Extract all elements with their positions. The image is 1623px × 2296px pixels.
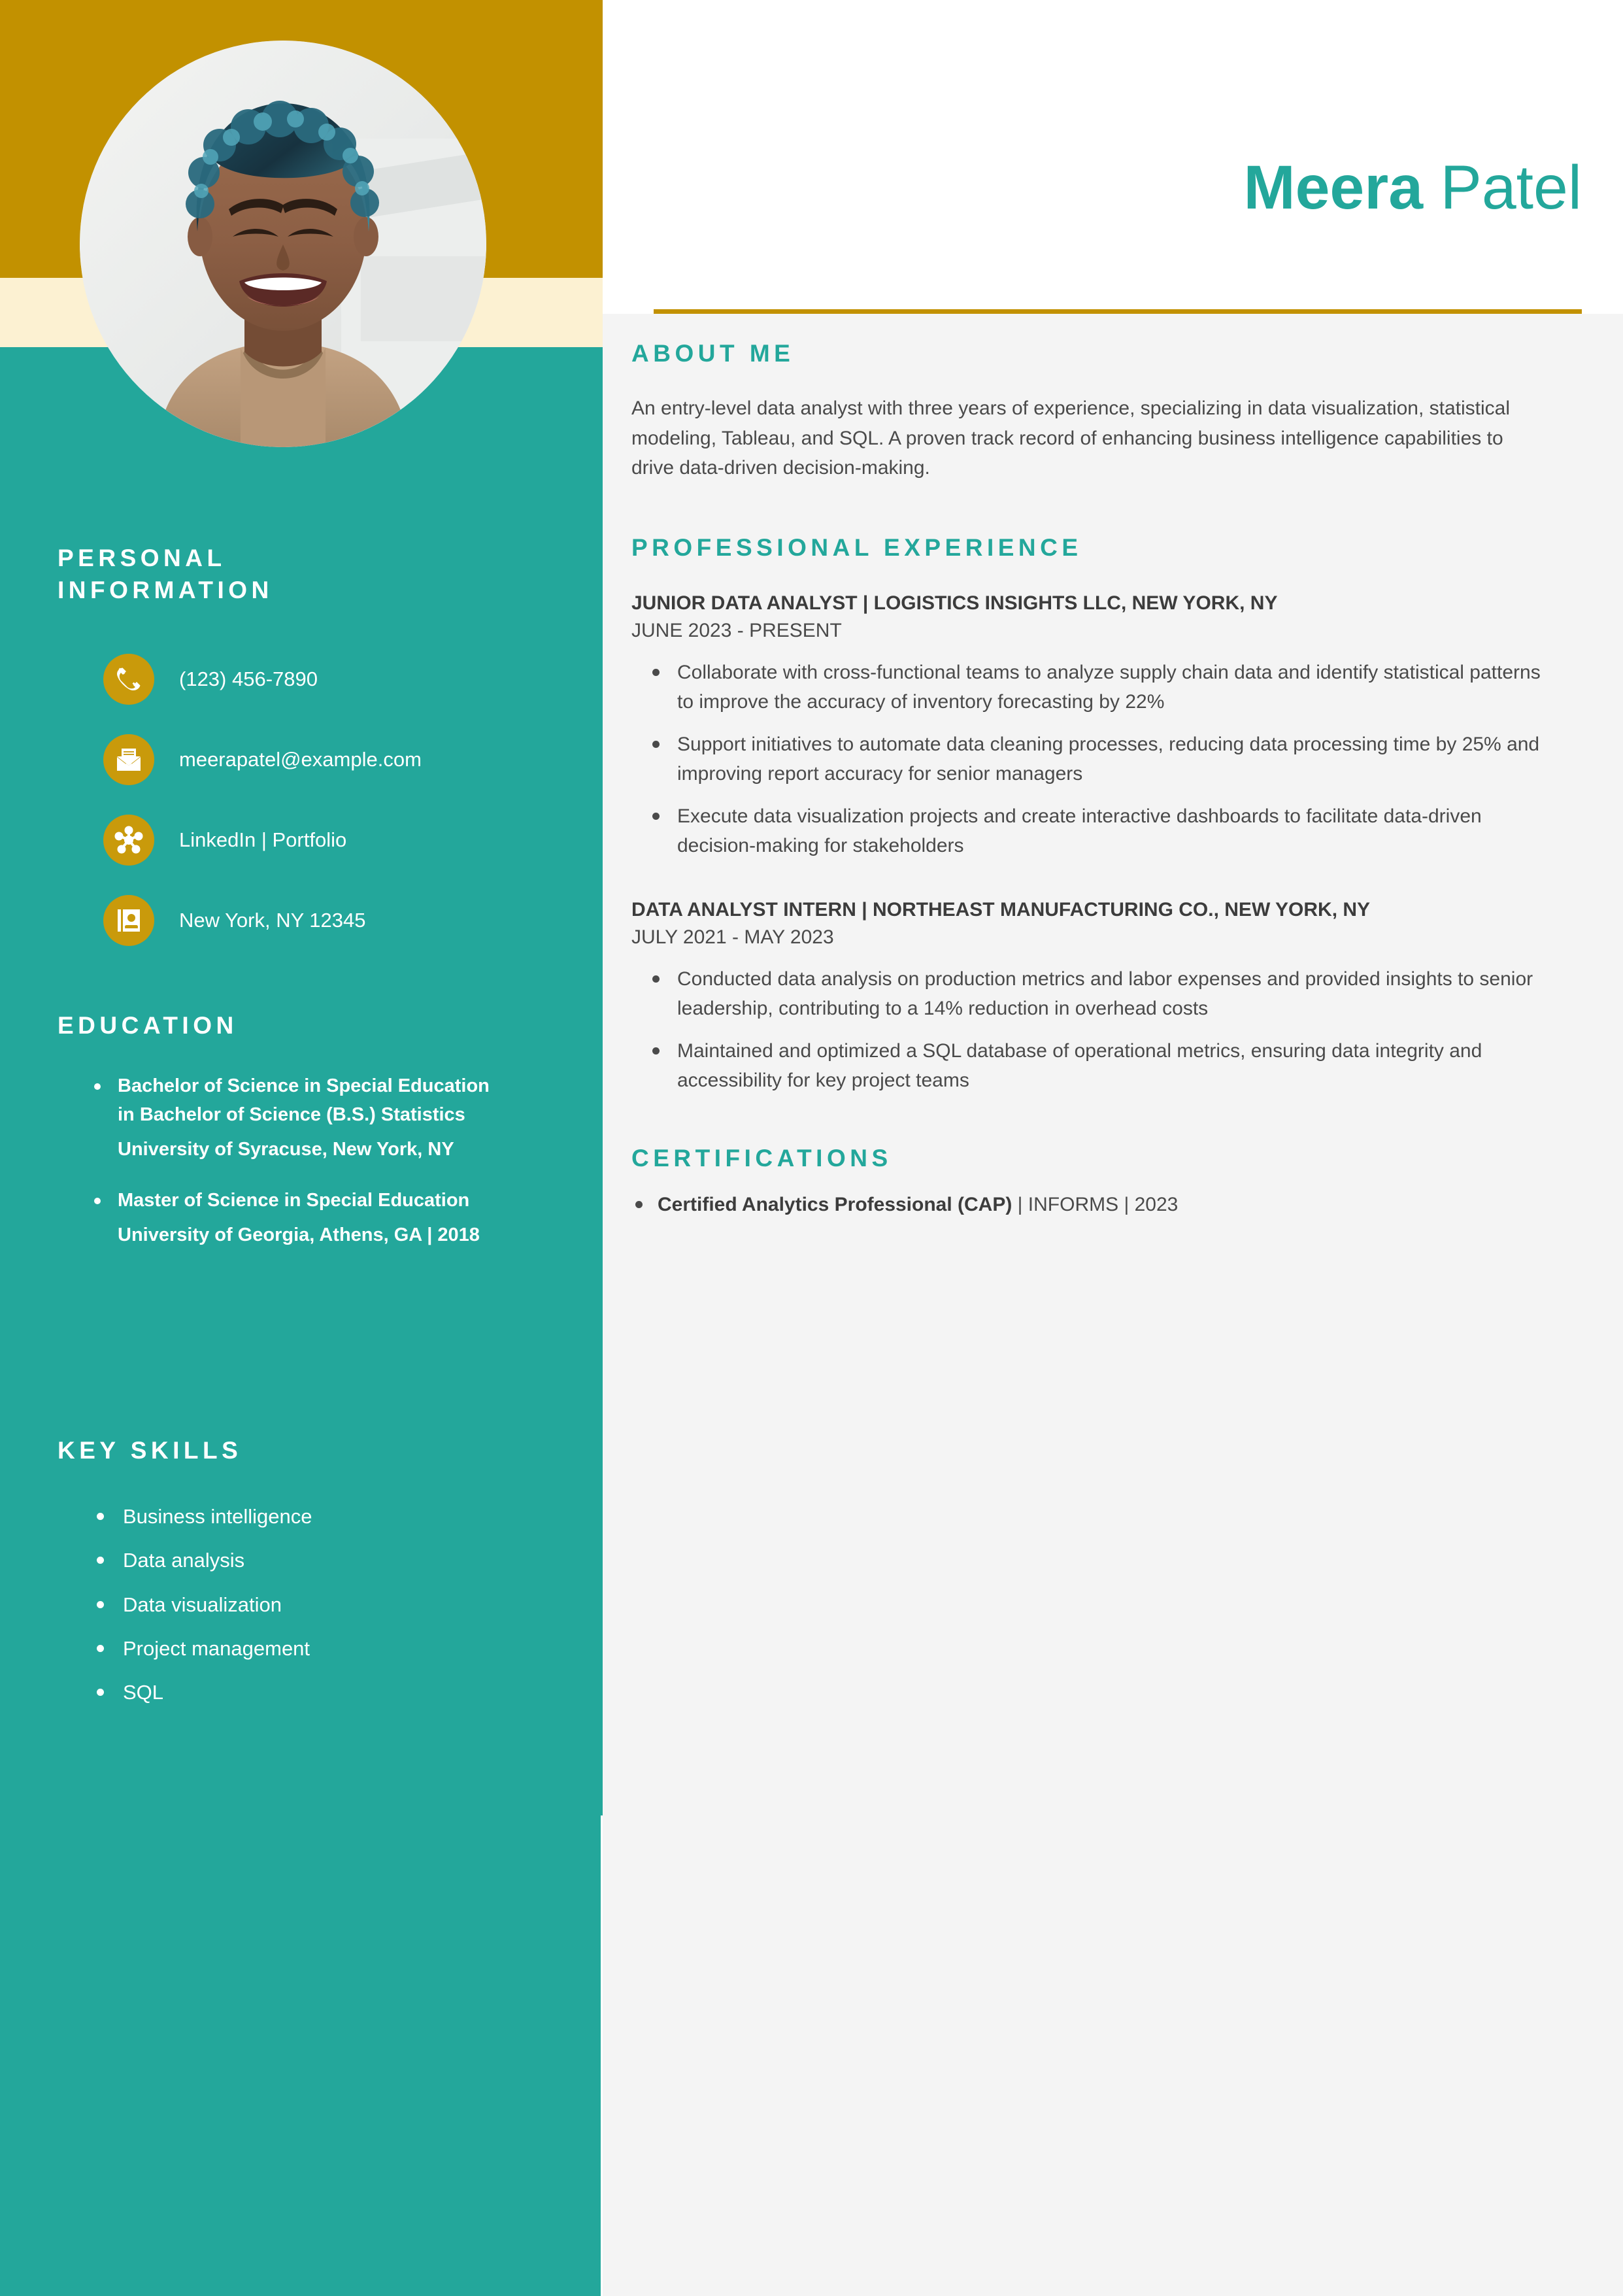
network-icon (103, 815, 154, 866)
contact-list (103, 654, 587, 975)
skill-item: SQL (77, 1680, 522, 1706)
title-divider (654, 309, 1582, 314)
about-text: An entry-level data analyst with three years of experience, specializing in data visualization, statistical modeling, Tableau, and SQL. A proven track record of enhancing business intelligence capabilities to drive data-driven decision-making. (631, 397, 1511, 479)
education-degree: Bachelor of Science in Special Education in Bachelor of Science (B.S.) Statistics (118, 1075, 490, 1125)
contact-row-email[interactable] (103, 734, 587, 785)
education-heading: EDUCATION (58, 1012, 238, 1039)
job-bullet: Support initiatives to automate data cleaning processes, reducing data processing time by 25% and improving report accuracy for senior managers (631, 730, 1556, 788)
key-skills-list (77, 1504, 522, 1723)
job-dates: JULY 2021 - MAY 2023 (631, 926, 834, 949)
personal-information-heading: PERSONAL INFORMATION (58, 545, 273, 603)
job-dates: JUNE 2023 - PRESENT (631, 620, 842, 642)
skill-item: Project management (77, 1636, 522, 1662)
education-item (77, 1072, 510, 1164)
job-title: JUNIOR DATA ANALYST | LOGISTICS INSIGHTS LLC, NEW YORK, NY (631, 592, 1278, 614)
education-list (77, 1072, 509, 1272)
job-bullets (631, 964, 1586, 1095)
links-value: LinkedIn | Portfolio (179, 828, 347, 851)
last-name: Patel (1423, 153, 1582, 222)
experience-item (631, 897, 1586, 1095)
job-bullet: Conducted data analysis on production metrics and labor expenses and provided insights to senior leadership, contributing to a 14% reduction in overhead costs (631, 964, 1556, 1023)
contact-row-phone[interactable] (103, 654, 587, 705)
certifications-heading: CERTIFICATIONS (631, 1144, 892, 1172)
education-school: University of Syracuse, New York, NY (118, 1139, 454, 1160)
sidebar-teal-background-lower (0, 1815, 601, 2296)
about-heading: ABOUT ME (631, 340, 795, 367)
main-content (631, 340, 1586, 1219)
first-name: Meera (1243, 153, 1424, 222)
certifications-list (631, 1190, 1586, 1219)
job-bullet: Execute data visualization projects and create interactive dashboards to facilitate data-driven decision-making for stakeholders (631, 802, 1556, 860)
job-bullet: Collaborate with cross-functional teams to analyze supply chain data and identify statistical patterns to improve the accuracy of inventory forecasting by 22% (631, 658, 1556, 717)
avatar (80, 41, 486, 447)
page-title (654, 153, 1582, 222)
skill-item: Business intelligence (77, 1504, 522, 1530)
education-school: University of Georgia, Athens, GA | 2018 (118, 1224, 480, 1245)
contact-row-address[interactable] (103, 895, 587, 946)
job-title: DATA ANALYST INTERN | NORTHEAST MANUFACTURING CO., NEW YORK, NY (631, 898, 1371, 920)
email-icon (103, 734, 154, 785)
skill-item: Data analysis (77, 1547, 522, 1574)
job-bullet: Maintained and optimized a SQL database of operational metrics, ensuring data integrity and accessibility for key project teams (631, 1036, 1556, 1095)
contact-row-links[interactable] (103, 815, 587, 866)
certification-item (631, 1190, 1573, 1219)
experience-item (631, 590, 1586, 860)
phone-icon (103, 654, 154, 705)
experience-heading: PROFESSIONAL EXPERIENCE (631, 533, 1082, 561)
education-item (77, 1187, 510, 1250)
certification-name: Certified Analytics Professional (CAP) (658, 1193, 1012, 1215)
education-degree: Master of Science in Special Education (118, 1189, 470, 1211)
key-skills-heading: KEY SKILLS (58, 1437, 243, 1464)
address-book-icon (103, 895, 154, 946)
skill-item: Data visualization (77, 1592, 522, 1618)
email-value: meerapatel@example.com (179, 748, 422, 771)
address-value: New York, NY 12345 (179, 909, 366, 932)
phone-value: (123) 456-7890 (179, 667, 318, 690)
certification-detail: | INFORMS | 2023 (1012, 1193, 1179, 1215)
job-bullets (631, 658, 1586, 860)
